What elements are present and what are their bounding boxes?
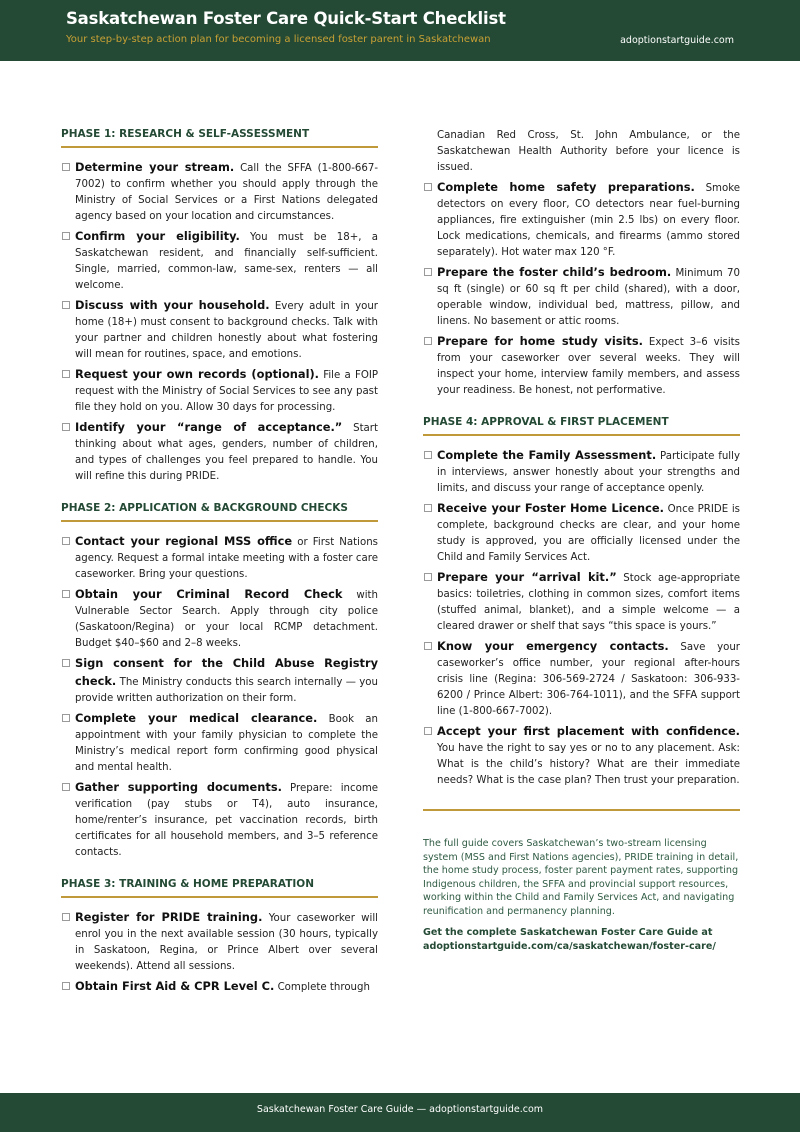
phase-4-list [423, 447, 740, 789]
checklist-item[interactable] [61, 586, 378, 652]
phase-3-list-continued [423, 179, 740, 399]
item-lead: Gather supporting documents. [75, 780, 282, 794]
checkbox[interactable] [62, 301, 70, 309]
item-lead: Identify your “range of acceptance.” [75, 420, 343, 434]
phase-1-heading: PHASE 1: RESEARCH & SELF-ASSESSMENT [61, 124, 378, 148]
checklist-item[interactable] [61, 533, 378, 583]
checkbox[interactable] [424, 642, 432, 650]
phase-2-list [61, 533, 378, 861]
checkbox[interactable] [62, 659, 70, 667]
item-lead: Discuss with your household. [75, 298, 270, 312]
item-lead: Complete your medical clearance. [75, 711, 318, 725]
item-lead: Register for PRIDE training. [75, 910, 263, 924]
phase-3-list [61, 909, 378, 996]
item-desc: Expect 3–6 visits from your caseworker over several weeks. They will inspect your home, interview family members, and assess your readiness. Be honest, not performative. [437, 337, 740, 396]
phase-1-list [61, 159, 378, 485]
item-lead: Prepare for home study visits. [437, 334, 643, 348]
item-desc: or First Nations agency. Request a formal intake meeting with a foster care caseworker. Bring your questions. [75, 537, 378, 580]
checkbox[interactable] [424, 451, 432, 459]
item-continuation: Canadian Red Cross, St. John Ambulance, or the Saskatchewan Health Authority before your licence is issued. [437, 130, 740, 173]
checklist-item[interactable] [61, 419, 378, 485]
checklist-item[interactable] [423, 179, 740, 261]
checkbox[interactable] [424, 727, 432, 735]
phase-4-heading: PHASE 4: APPROVAL & FIRST PLACEMENT [423, 412, 740, 436]
checklist-item[interactable] [61, 779, 378, 861]
item-desc: You must be 18+, a Saskatchewan resident, and financially self-sufficient. Single, married, common-law, same-sex, renters — all welcome. [75, 232, 378, 291]
item-desc: The Ministry conducts this search internally — you provide written authorization on their form. [75, 677, 378, 704]
guide-link[interactable]: Get the complete Saskatchewan Foster Care Guide at adoptionstartguide.com/ca/saskatchewan/foster-care/ [423, 927, 716, 952]
item-lead: Prepare the foster child’s bedroom. [437, 265, 672, 279]
item-desc: File a FOIP request with the Ministry of Social Services to see any past file they hold on you. Allow 30 days for processing. [75, 370, 378, 413]
checklist-item[interactable] [423, 264, 740, 330]
checklist-item[interactable] [61, 710, 378, 776]
item-desc: Prepare: income verification (pay stubs or T4), auto insurance, home/renter’s insurance, pet vaccination records, birth certificates for all household members, and 3–5 reference contacts. [75, 783, 379, 858]
right-column [423, 128, 740, 954]
checkbox[interactable] [424, 268, 432, 276]
item-desc: Smoke detectors on every floor, CO detectors near fuel-burning appliances, fire extinguisher (min 2.5 lbs) on every floor. Lock medications, chemicals, and firearms (ammo stored separately). Hot water max 120 °F. [437, 183, 741, 258]
checkbox[interactable] [424, 337, 432, 345]
checklist-item[interactable] [61, 978, 378, 996]
checklist-item[interactable] [61, 909, 378, 975]
checkbox[interactable] [62, 232, 70, 240]
item-lead: Contact your regional MSS office [75, 534, 293, 548]
checkbox[interactable] [62, 590, 70, 598]
checklist-item[interactable] [61, 228, 378, 294]
item-lead: Complete the Family Assessment. [437, 448, 657, 462]
item-desc: Save your caseworker’s office number, your regional after-hours crisis line (Regina: 306-569-2724 / Saskatoon: 306-933-6200 / Prince Albert: 306-764-1011), and the SFFA support line (1-800-667-7002). [437, 642, 740, 717]
checklist-item[interactable] [423, 447, 740, 497]
phase-3-heading: PHASE 3: TRAINING & HOME PREPARATION [61, 874, 378, 898]
checkbox[interactable] [62, 537, 70, 545]
section-divider [423, 809, 740, 811]
item-desc: Every adult in your home (18+) must consent to background checks. Talk with your partner and children honestly about what fostering will mean for routines, space, and emotions. [75, 301, 378, 360]
item-lead: Prepare your “arrival kit.” [437, 570, 617, 584]
checkbox[interactable] [62, 783, 70, 791]
checkbox[interactable] [424, 504, 432, 512]
page-title: Saskatchewan Foster Care Quick-Start Checklist [66, 9, 506, 28]
checkbox[interactable] [62, 714, 70, 722]
checklist-item[interactable] [423, 569, 740, 635]
checklist-item[interactable] [61, 159, 378, 225]
checklist-item[interactable] [423, 333, 740, 399]
item-desc: Complete through [274, 982, 370, 993]
item-desc: Participate fully in interviews, answer honestly about your strengths and limits, and discuss your range of acceptance openly. [437, 451, 740, 494]
item-lead: Obtain First Aid & CPR Level C. [75, 979, 275, 993]
checkbox[interactable] [62, 982, 70, 990]
item-lead: Complete home safety preparations. [437, 180, 695, 194]
item-desc: You have the right to say yes or no to any placement. Ask: What is the child’s history? What are their immediate needs? What is the case plan? Then trust your preparation. [437, 743, 740, 786]
item-lead: Determine your stream. [75, 160, 235, 174]
checklist-item[interactable] [61, 297, 378, 363]
item-desc: Once PRIDE is complete, background checks are clear, and your home study is approved, you are officially licensed under the Child and Family Services Act. [437, 504, 740, 563]
item-desc: Minimum 70 sq ft (single) or 60 sq ft per child (shared), with a door, operable window, individual bed, mattress, pillow, and linens. No basement or attic rooms. [437, 268, 741, 327]
item-lead: Receive your Foster Home Licence. [437, 501, 664, 515]
page-subtitle: Your step-by-step action plan for becoming a licensed foster parent in Saskatchewan [66, 34, 491, 45]
footer-text: Saskatchewan Foster Care Guide — adoptionstartguide.com [256, 1104, 544, 1115]
checkbox[interactable] [62, 163, 70, 171]
checklist-item[interactable] [61, 655, 378, 707]
page-header [0, 0, 800, 61]
checkbox[interactable] [62, 370, 70, 378]
checkbox[interactable] [62, 913, 70, 921]
phase-2-heading: PHASE 2: APPLICATION & BACKGROUND CHECKS [61, 498, 378, 522]
page-footer [0, 1093, 800, 1132]
checklist-item[interactable] [423, 638, 740, 720]
item-desc: Your caseworker will enrol you in the next available session (30 hours, typically in Saskatoon, Regina, or Prince Albert over several weekends). Attend all sessions. [75, 913, 378, 972]
item-lead: Confirm your eligibility. [75, 229, 240, 243]
checkbox[interactable] [62, 423, 70, 431]
item-lead: Accept your first placement with confidence. [437, 724, 740, 738]
guide-summary: The full guide covers Saskatchewan’s two-stream licensing system (MSS and First Nations agencies), PRIDE training in detail, the home study process, foster parent payment rates, supporting Indigenous children, the SFFA and provincial support resources, working within the Child and Family Services Act, and navigating reunification and permanency planning. [423, 838, 739, 917]
item-lead: Sign consent for the Child Abuse Registry check. [75, 656, 378, 688]
item-desc: Stock age-appropriate basics: toiletries, clothing in common sizes, comfort items (stuffed animal, blanket), and a simple welcome — a cleared drawer or shelf that says “this space is yours.” [437, 573, 740, 632]
header-site-link[interactable]: adoptionstartguide.com [620, 35, 734, 46]
checklist-item[interactable] [423, 723, 740, 789]
left-column [61, 124, 378, 999]
item-lead: Obtain your Criminal Record Check [75, 587, 343, 601]
item-desc: Book an appointment with your family physician to complete the Ministry’s medical report form confirming good physical and mental health. [75, 714, 378, 773]
checkbox[interactable] [424, 183, 432, 191]
checkbox[interactable] [424, 573, 432, 581]
checklist-item[interactable] [61, 366, 378, 416]
item-desc: Start thinking about what ages, genders, number of children, and types of challenges you feel prepared to handle. You will refine this during PRIDE. [75, 423, 378, 482]
item-desc: Call the SFFA (1-800-667-7002) to confirm whether you should apply through the Ministry of Social Services or a First Nations delegated agency based on your location and circumstances. [75, 163, 378, 222]
item-desc: with Vulnerable Sector Search. Apply through city police (Saskatoon/Regina) or your local RCMP detachment. Budget $40–$60 and 2–8 weeks. [75, 590, 378, 649]
item-lead: Know your emergency contacts. [437, 639, 669, 653]
item-lead: Request your own records (optional). [75, 367, 320, 381]
checklist-item[interactable] [423, 500, 740, 566]
